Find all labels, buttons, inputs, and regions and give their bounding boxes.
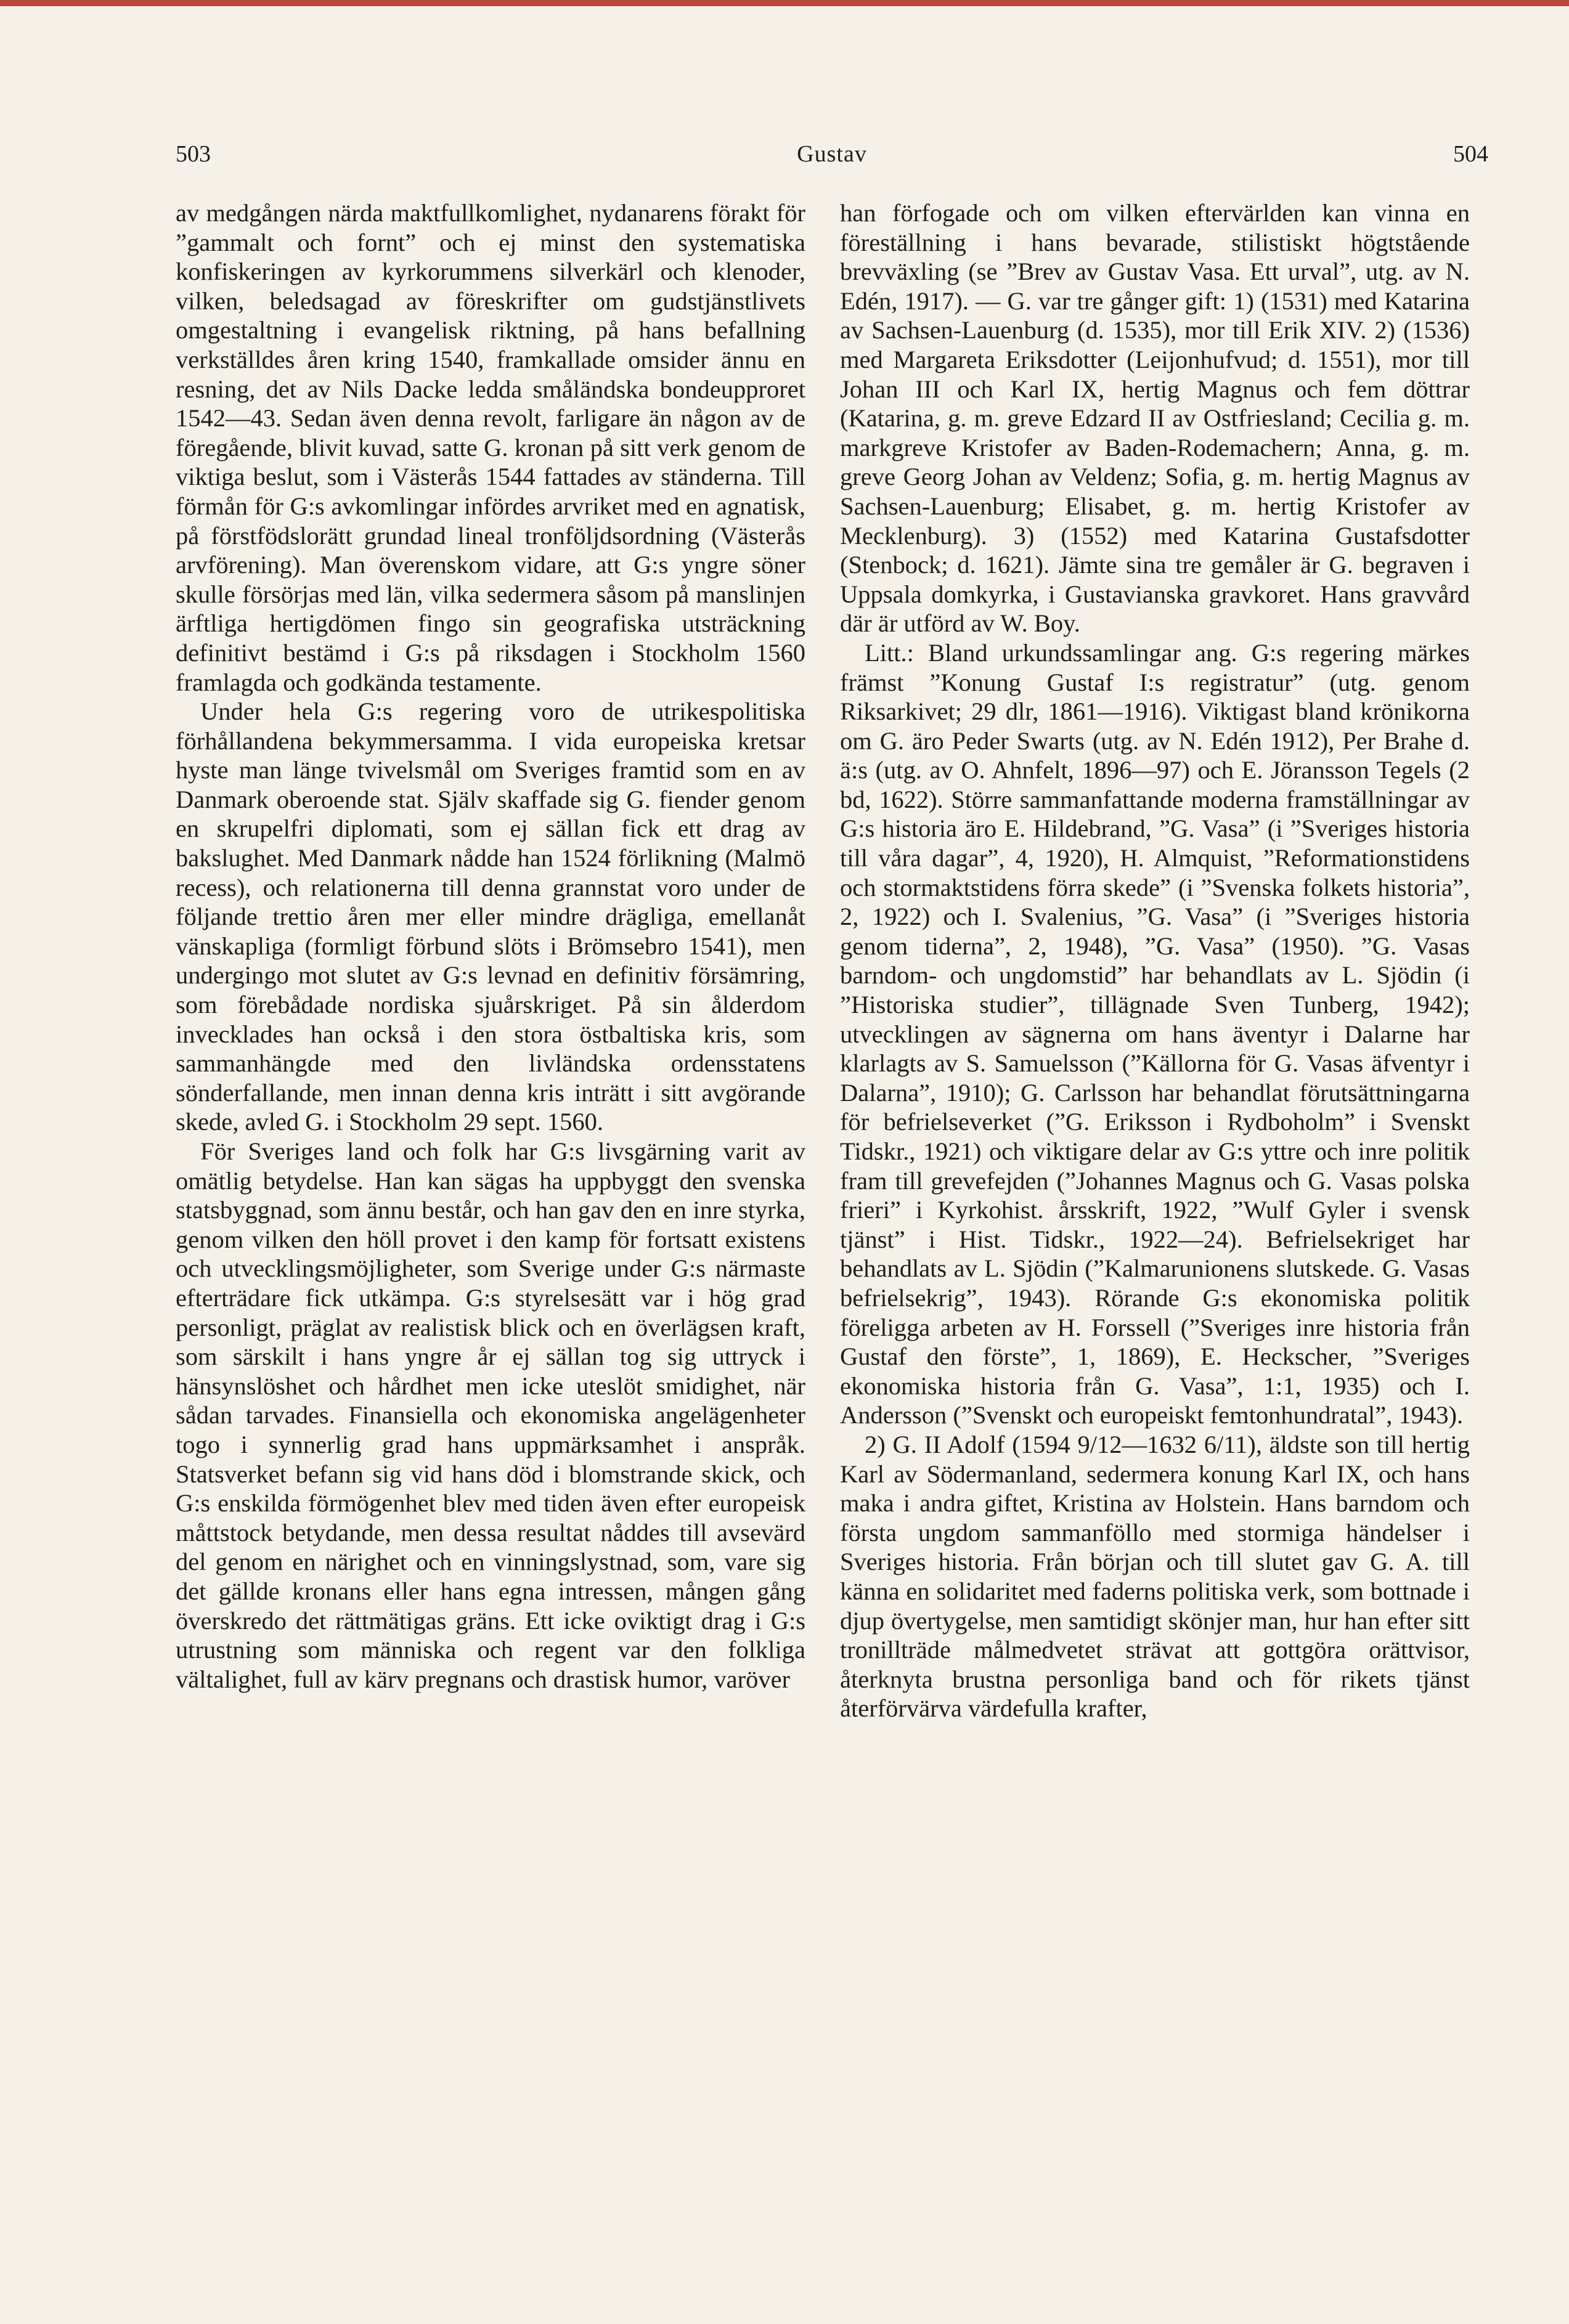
page-number-left: 503 (176, 141, 211, 167)
running-title: Gustav (797, 141, 867, 167)
left-column (176, 198, 805, 1694)
paragraph: Litt.: Bland urkundssamlingar ang. G:s regering märkes främst ”Konung Gustaf I:s registratur” (utg. genom Riksarkivet; 29 dlr, 1861—1916). Viktigast bland krönikorna om G. äro Peder Swarts (utg. av N. Edén 1912), Per Brahe d. ä:s (utg. av O. Ahnfelt, 1896—97) och E. Jöransson Tegels (2 bd, 1622). Större sammanfattande moderna framställningar av G:s historia äro E. Hildebrand, ”G. Vasa” (i ”Sveriges historia till våra dagar”, 4, 1920), H. Almquist, ”Reformationstidens och stormaktstidens förra skede” (i ”Svenska folkets historia”, 2, 1922) och I. Svalenius, ”G. Vasa” (i ”Sveriges historia genom tiderna”, 2, 1948), ”G. Vasa” (1950). ”G. Vasas barndom- och ungdomstid” har behandlats av L. Sjödin (i ”Historiska studier”, tillägnade Sven Tunberg, 1942); utvecklingen av sägnerna om hans äventyr i Dalarne har klarlagts av S. Samuelsson (”Källorna för G. Vasas äfventyr i Dalarna”, 1910); G. Carlsson har behandlat förutsättningarna för befrielseverket (”G. Eriksson i Rydboholm” i Svenskt Tidskr., 1921) och viktigare delar av G:s yttre och inre politik fram till grevefejden (”Johannes Magnus och G. Vasas polska frieri” i Kyrkohist. årsskrift, 1922, ”Wulf Gyler i svensk tjänst” i Hist. Tidskr., 1922—24). Befrielsekriget har behandlats av L. Sjödin (”Kalmarunionens slutskede. G. Vasas befrielsekrig”, 1943). Rörande G:s ekonomiska politik föreligga arbeten av H. Forssell (”Sveriges inre historia från Gustaf den förste”, 1, 1869), E. Heckscher, ”Sveriges ekonomiska historia från G. Vasa”, 1:1, 1935) och I. Andersson (”Svenskt och europeiskt femtonhundratal”, 1943). (840, 638, 1470, 1429)
page-top-edge (0, 0, 1569, 6)
paragraph: Under hela G:s regering voro de utrikespolitiska förhållandena bekymmersamma. I vida europeiska kretsar hyste man länge tvivelsmål om Sveriges framtid som en av Danmark oberoende stat. Själv skaffade sig G. fiender genom en skrupelfri diplomati, som ej sällan fick ett drag av bakslughet. Med Danmark nådde han 1524 förlikning (Malmö recess), och relationerna till denna grannstat voro under de följande trettio åren mer eller mindre drägliga, emellanåt vänskapliga (formligt förbund slöts i Brömsebro 1541), men undergingo mot slutet av G:s levnad en definitiv försämring, som förebådade nordiska sjuårskriget. På sin ålderdom invecklades han också i den stora östbaltiska kris, som sammanhängde med den livländska ordensstatens sönderfallande, men innan denna kris inträtt i sitt avgörande skede, avled G. i Stockholm 29 sept. 1560. (176, 697, 805, 1136)
paragraph: av medgången närda maktfullkomlighet, nydanarens förakt för ”gammalt och fornt” och ej minst den systematiska konfiskeringen av kyrkorummens silverkärl och klenoder, vilken, beledsagad av föreskrifter om gudstjänstlivets omgestaltning i evangelisk riktning, på hans befallning verkställdes åren kring 1540, framkallade omsider ännu en resning, det av Nils Dacke ledda småländska bondeupproret 1542—43. Sedan även denna revolt, farligare än någon av de föregående, blivit kuvad, satte G. kronan på sitt verk genom de viktiga beslut, som i Västerås 1544 fattades av ständerna. Till förmån för G:s avkomlingar infördes arvriket med en agnatisk, på förstfödslorätt grundad lineal tronföljdsordning (Västerås arvförening). Man överenskom vidare, att G:s yngre söner skulle försörjas med län, vilka sedermera såsom på manslinjen ärftliga hertigdömen fingo sin geografiska utsträckning definitivt bestämd i G:s på riksdagen i Stockholm 1560 framlagda och godkända testamente. (176, 199, 805, 696)
paragraph: han förfogade och om vilken eftervärlden kan vinna en föreställning i hans bevarade, stilistiskt högtstående brevväxling (se ”Brev av Gustav Vasa. Ett urval”, utg. av N. Edén, 1917). — G. var tre gånger gift: 1) (1531) med Katarina av Sachsen-Lauenburg (d. 1535), mor till Erik XIV. 2) (1536) med Margareta Eriksdotter (Leijonhufvud; d. 1551), mor till Johan III och Karl IX, hertig Magnus och fem döttrar (Katarina, g. m. greve Edzard II av Ostfriesland; Cecilia g. m. markgreve Kristofer av Baden-Rodemachern; Anna, g. m. greve Georg Johan av Veldenz; Sofia, g. m. hertig Magnus av Sachsen-Lauenburg; Elisabet, g. m. hertig Kristofer av Mecklenburg). 3) (1552) med Katarina Gustafsdotter (Stenbock; d. 1621). Jämte sina tre gemåler är G. begraven i Uppsala domkyrka, i Gustavianska gravkoret. Hans gravvård där är utförd av W. Boy. (840, 199, 1470, 638)
running-header (176, 140, 1488, 177)
right-column (840, 198, 1470, 1723)
page-number-right: 504 (1453, 141, 1488, 167)
paragraph: 2) G. II Adolf (1594 9/12—1632 6/11), äldste son till hertig Karl av Södermanland, sedermera konung Karl IX, och hans maka i andra giftet, Kristina av Holstein. Hans barndom och första ungdom sammanföllo med stormiga händelser i Sveriges historia. Från början och till slutet gav G. A. till känna en solidaritet med faderns politiska verk, som bottnade i djup övertygelse, men samtidigt skönjer man, hur han efter sitt tronillträde målmedvetet strävat att gottgöra orättvisor, återknyta brustna personliga band och för rikets tjänst återförvärva värdefulla krafter, (840, 1430, 1470, 1723)
paragraph: För Sveriges land och folk har G:s livsgärning varit av omätlig betydelse. Han kan sägas ha uppbyggt den svenska statsbyggnad, som ännu består, och han gav den en inre styrka, genom vilken den höll provet i den kamp för fortsatt existens och utvecklingsmöjligheter, som Sverige under G:s närmaste efterträdare fick utkämpa. G:s styrelsesätt var i hög grad personligt, präglat av realistisk blick och en överlägsen kraft, som särskilt i hans yngre år ej sällan tog sig uttryck i hänsynslöshet och hårdhet men icke uteslöt smidighet, när sådan tarvades. Finansiella och ekonomiska angelägenheter togo i synnerlig grad hans uppmärksamhet i anspråk. Statsverket befann sig vid hans död i blomstrande skick, och G:s enskilda förmögenhet blev med tiden även efter europeisk måttstock betydande, men dessa resultat nåddes till avsevärd del genom en närighet och en vinningslystnad, som, vare sig det gällde kronans eller hans egna intressen, mången gång överskredo det rättmätigas gräns. Ett icke oviktigt drag i G:s utrustning som människa och regent var den folkliga vältalighet, full av kärv pregnans och drastisk humor, varöver (176, 1137, 805, 1693)
